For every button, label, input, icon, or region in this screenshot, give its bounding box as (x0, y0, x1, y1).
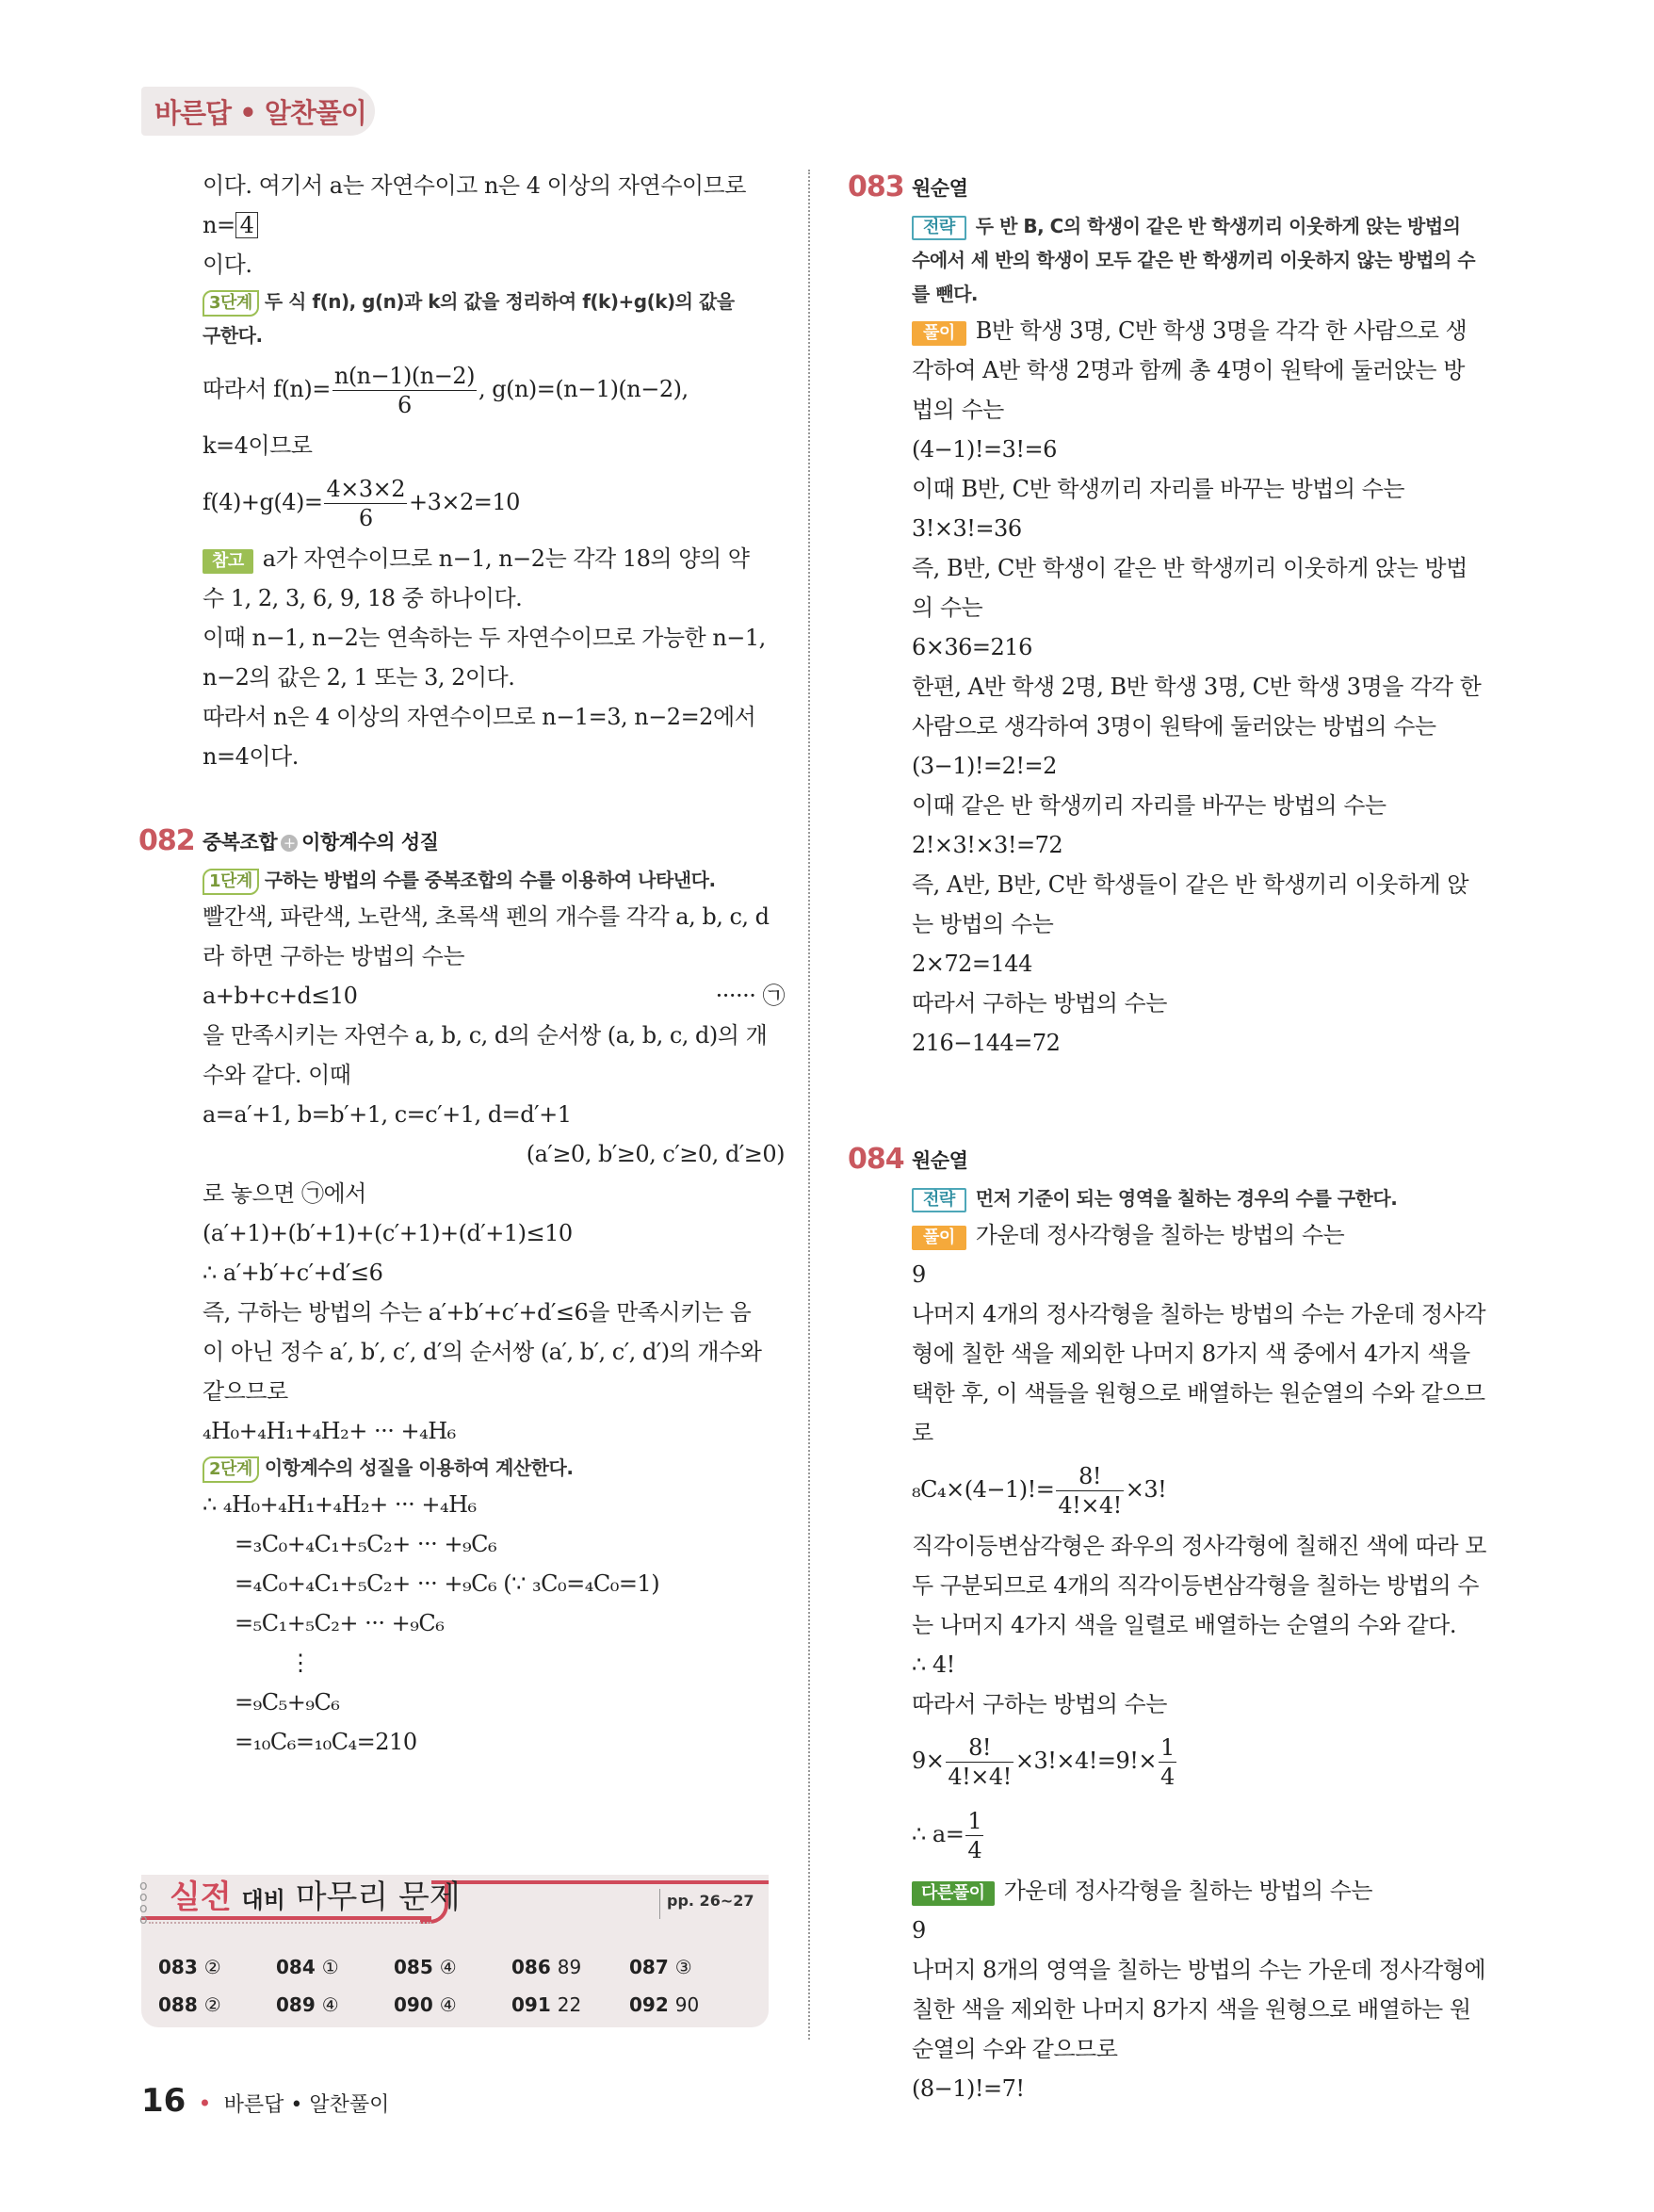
text-line: 3!×3!=36 (912, 515, 1022, 542)
fraction-den: 4!×4! (1058, 1492, 1122, 1519)
text-line: (3−1)!=2!=2 (912, 753, 1057, 779)
text-line: (a′+1)+(b′+1)+(c′+1)+(d′+1)≤10 (203, 1220, 573, 1246)
text-line: 칠한 색을 제외한 나머지 8가지 색을 원형으로 배열하는 원 (912, 1996, 1471, 2023)
text-line: =₅C₁+₅C₂+ ··· +₉C₆ (235, 1610, 445, 1636)
spacer (203, 776, 785, 820)
text-line (912, 1215, 1496, 1255)
panel-rule (431, 1880, 769, 1884)
fraction-den: 4!×4! (948, 1764, 1012, 1790)
answer-number: 092 (629, 1993, 675, 2016)
text-line: ∴ a′+b′+c′+d′≤6 (203, 1260, 383, 1286)
formula-line (912, 1797, 1496, 1871)
answer-value: ④ (439, 1956, 457, 1978)
formula-post: , g(n)=(n−1)(n−2), (478, 376, 689, 402)
answer-item (276, 1956, 339, 1978)
panel-title-b: 대비 (241, 1887, 285, 1913)
step-line (203, 285, 785, 318)
spacer (912, 1063, 1496, 1138)
text-line: 216−144=72 (912, 1030, 1061, 1056)
strategy-tag: 전략 (912, 216, 966, 240)
note-text: a가 자연수이므로 n−1, n−2는 각각 18의 양의 약 (262, 545, 750, 572)
strategy-text: 두 반 B, C의 학생이 같은 반 학생끼리 이웃하게 앉는 방법의 (975, 215, 1461, 237)
text-line: 나머지 4개의 정사각형을 칠하는 방법의 수는 가운데 정사각 (912, 1301, 1486, 1327)
answer-number: 090 (394, 1993, 440, 2016)
header-banner (141, 87, 375, 136)
panel-dotted-rule (149, 1922, 431, 1924)
fraction (965, 1807, 983, 1864)
step-line (203, 863, 785, 897)
answer-item (511, 1956, 581, 1978)
text-line: 9 (912, 1261, 926, 1288)
problem-082-header (138, 820, 785, 863)
panel-title-a: 실전 (170, 1879, 232, 1916)
answer-value: ② (203, 1993, 221, 2016)
answer-item (629, 1956, 692, 1978)
answer-box: 4 (235, 212, 259, 238)
header-title-a: 바른답 (154, 97, 232, 129)
step-tag: 3단계 (203, 290, 259, 317)
answer-value: ③ (674, 1956, 692, 1978)
fraction (324, 475, 407, 532)
text-line (912, 311, 1496, 350)
answer-number: 085 (394, 1956, 440, 1978)
right-column (848, 166, 1496, 2108)
left-column (138, 166, 785, 1762)
text-line: 즉, A반, B반, C반 학생들이 같은 반 학생끼리 이웃하게 앉 (912, 871, 1469, 898)
answer-number: 088 (158, 1993, 204, 2016)
answer-number: 091 (511, 1993, 558, 2016)
text-line: =₉C₅+₉C₆ (235, 1689, 340, 1716)
fraction (332, 362, 477, 419)
answer-item (511, 1993, 581, 2016)
text-line: 즉, 구하는 방법의 수는 a′+b′+c′+d′≤6을 만족시키는 음 (203, 1299, 752, 1326)
text-line: 순열의 수와 같으므로 (912, 2036, 1118, 2062)
text-line: 6×36=216 (912, 634, 1032, 660)
header-title (154, 92, 366, 131)
answer-value: ④ (321, 1993, 339, 2016)
text-line: ∴ ₄H₀+₄H₁+₄H₂+ ··· +₄H₆ (203, 1491, 477, 1518)
text-line: 두 구분되므로 4개의 직각이등변삼각형을 칠하는 방법의 수 (912, 1572, 1479, 1599)
text-line: k=4이므로 (203, 432, 313, 459)
note-tag: 참고 (203, 549, 253, 574)
text-line: 이때 n−1, n−2는 연속하는 두 자연수이므로 가능한 n−1, (203, 625, 766, 651)
text-line: 9 (912, 1917, 926, 1944)
inequality: a+b+c+d≤10 (203, 983, 358, 1009)
answer-item (158, 1993, 221, 2016)
text-line: 2×72=144 (912, 951, 1032, 977)
formula-pre: f(4)+g(4)= (203, 489, 323, 515)
step-text: 구하는 방법의 수를 중복조합의 수를 이용하여 나타낸다. (264, 869, 716, 891)
text-line: 따라서 구하는 방법의 수는 (912, 990, 1167, 1017)
fraction-num: n(n−1)(n−2) (333, 363, 475, 389)
text-line: 이때 B반, C반 학생끼리 자리를 바꾸는 방법의 수는 (912, 476, 1405, 502)
step-text: 이항계수의 성질을 이용하여 계산한다. (264, 1456, 574, 1479)
solution-tag: 풀이 (912, 1226, 966, 1250)
problem-number: 084 (848, 1143, 904, 1176)
panel-title-c: 마무리 문제 (295, 1879, 461, 1916)
answer-item (629, 1993, 699, 2016)
formula-line (912, 1453, 1496, 1526)
page-number: 16 (141, 2082, 186, 2120)
fraction-den: 6 (358, 505, 373, 531)
text-line: 법의 수는 (912, 397, 1004, 423)
header-title-dot: • (239, 97, 256, 129)
formula-pre: ₈C₄×(4−1)!= (912, 1476, 1055, 1503)
text-line: 각하여 A반 학생 2명과 함께 총 4명이 원탁에 둘러앉는 방 (912, 357, 1465, 383)
problem-title: 이항계수의 성질 (301, 831, 439, 854)
text-line: 택한 후, 이 색들을 원형으로 배열하는 원순열의 수와 같으므 (912, 1380, 1485, 1407)
text-line: (a′≥0, b′≥0, c′≥0, d′≥0) (526, 1141, 785, 1167)
text-line: (8−1)!=7! (912, 2075, 1025, 2102)
column-separator (808, 170, 810, 2040)
text-line: 한편, A반 학생 2명, B반 학생 3명, C반 학생 3명을 각각 한 (912, 674, 1482, 700)
answer-number: 089 (276, 1993, 322, 2016)
alt-solution-tag: 다른풀이 (912, 1881, 995, 1906)
fraction-den: 4 (1160, 1764, 1175, 1790)
fraction-num: 1 (967, 1808, 982, 1834)
formula-post: +3×2=10 (409, 489, 520, 515)
text-line: 이다. (203, 252, 252, 278)
text-line: 같으므로 (203, 1378, 288, 1405)
answer-value: 89 (557, 1956, 582, 1978)
solution-text: B반 학생 3명, C반 학생 3명을 각각 한 사람으로 생 (975, 317, 1468, 344)
text-line: =₄C₀+₄C₁+₅C₂+ ··· +₉C₆ (∵ ₃C₀=₄C₀=1) (235, 1570, 660, 1597)
formula-line (912, 1724, 1496, 1797)
fraction (1159, 1733, 1176, 1791)
text-line: (4−1)!=3!=6 (912, 436, 1057, 463)
text-line: ₄H₀+₄H₁+₄H₂+ ··· +₄H₆ (203, 1418, 456, 1444)
text-line (203, 539, 785, 578)
text-line: a=a′+1, b=b′+1, c=c′+1, d=d′+1 (203, 1101, 572, 1128)
answer-value: ① (321, 1956, 339, 1978)
answer-item (394, 1956, 457, 1978)
step-line: 구한다. (203, 324, 263, 347)
text-line: 수 1, 2, 3, 6, 9, 18 중 하나이다. (203, 585, 523, 611)
step-text: 두 식 f(n), g(n)과 k의 값을 정리하여 f(k)+g(k)의 값을 (264, 290, 735, 313)
problem-083-header (848, 166, 1496, 209)
text-line: n=4이다. (203, 743, 299, 770)
n-equals: n= (203, 212, 235, 238)
text-line: 나머지 8개의 영역을 칠하는 방법의 수는 가운데 정사각형에 (912, 1957, 1486, 1983)
text-line: 을 만족시키는 자연수 a, b, c, d의 순서쌍 (a, b, c, d)의 개 (203, 1022, 768, 1049)
problem-title: 원순열 (912, 1149, 968, 1172)
text-line: 로 (912, 1420, 933, 1446)
fraction (946, 1733, 1013, 1791)
text-line: 는 나머지 4가지 색을 일렬로 배열하는 순열의 수와 같다. (912, 1612, 1456, 1638)
problem-number: 082 (138, 824, 195, 857)
formula-line (203, 465, 785, 539)
footer-dot: • (198, 2090, 212, 2117)
formula-post: ×3! (1125, 1476, 1167, 1503)
answer-value: ② (203, 1956, 221, 1978)
text-line: ∴ 4! (912, 1651, 955, 1678)
step-line (203, 1451, 785, 1485)
alt-solution-text: 가운데 정사각형을 칠하는 방법의 수는 (1003, 1878, 1373, 1904)
fraction-den: 6 (397, 392, 412, 418)
solution-tag: 풀이 (912, 321, 966, 346)
strategy-text: 먼저 기준이 되는 영역을 칠하는 경우의 수를 구한다. (975, 1187, 1398, 1210)
text-line: 2!×3!×3!=72 (912, 832, 1063, 858)
problem-number: 083 (848, 171, 904, 203)
text-line: n−2의 값은 2, 1 또는 3, 2이다. (203, 664, 515, 691)
text-line: 라 하면 구하는 방법의 수는 (203, 943, 465, 969)
ring-binder-icon: o o o o (139, 1879, 148, 1927)
problem-title: 중복조합 (203, 831, 278, 854)
strategy-line (912, 1181, 1496, 1215)
formula-pre: ∴ a= (912, 1821, 965, 1847)
panel-divider (659, 1889, 660, 1919)
strategy-line: 를 뺀다. (912, 283, 979, 305)
text-line (203, 205, 785, 245)
fraction-num: 8! (946, 1733, 1013, 1763)
header-title-b: 알찬풀이 (264, 97, 366, 129)
text-line: 직각이등변삼각형은 좌우의 정사각형에 칠해진 색에 따라 모 (912, 1533, 1486, 1559)
text-line (912, 1871, 1496, 1911)
panel-title (170, 1871, 461, 1917)
text-line (203, 976, 785, 1016)
step-tag: 2단계 (203, 1456, 259, 1483)
answer-number: 084 (276, 1956, 322, 1978)
text-line: 의 수는 (912, 594, 983, 621)
text-line: 수와 같다. 이때 (203, 1062, 351, 1088)
formula-line (203, 352, 785, 426)
answer-item (276, 1993, 339, 2016)
fraction (1056, 1462, 1123, 1520)
text-line: 이 아닌 정수 a′, b′, c′, d′의 순서쌍 (a′, b′, c′, d′)의 개수와 (203, 1339, 762, 1365)
footer (141, 2082, 389, 2120)
text-line: 빨간색, 파란색, 노란색, 초록색 펜의 개수를 각각 a, b, c, d (203, 903, 770, 930)
fraction-num: 4×3×2 (326, 476, 405, 502)
formula-mid: ×3!×4!=9!× (1014, 1748, 1158, 1774)
text-line: 형에 칠한 색을 제외한 나머지 8가지 색 중에서 4가지 색을 (912, 1341, 1470, 1367)
answer-item (158, 1956, 221, 1978)
text-line: 사람으로 생각하여 3명이 원탁에 둘러앉는 방법의 수는 (912, 713, 1436, 740)
answer-value: 90 (674, 1993, 700, 2016)
answer-number: 086 (511, 1956, 558, 1978)
formula-pre: 따라서 f(n)= (203, 376, 331, 402)
strategy-line (912, 209, 1496, 243)
solution-text: 가운데 정사각형을 칠하는 방법의 수는 (975, 1222, 1345, 1248)
text-line: 즉, B반, C반 학생이 같은 반 학생끼리 이웃하게 앉는 방법 (912, 555, 1468, 581)
text-line: 따라서 구하는 방법의 수는 (912, 1691, 1167, 1717)
plus-icon: + (281, 835, 298, 852)
answer-value: 22 (557, 1993, 582, 2016)
answer-item (394, 1993, 457, 2016)
strategy-tag: 전략 (912, 1188, 966, 1212)
fraction-num: 1 (1160, 1734, 1175, 1761)
fraction-num: 8! (1056, 1462, 1123, 1491)
answer-value: ④ (439, 1993, 457, 2016)
problem-title: 원순열 (912, 177, 968, 200)
text-line: 는 방법의 수는 (912, 911, 1054, 937)
problem-084-header (848, 1138, 1496, 1181)
footer-title: 바른답 • 알찬풀이 (223, 2093, 390, 2117)
text-line: 로 놓으면 ㉠에서 (203, 1180, 366, 1207)
text-line: =₁₀C₆=₁₀C₄=210 (235, 1729, 417, 1755)
text-line: 이때 같은 반 학생끼리 자리를 바꾸는 방법의 수는 (912, 792, 1386, 819)
strategy-line: 수에서 세 반의 학생이 모두 같은 반 학생끼리 이웃하지 않는 방법의 수 (912, 249, 1476, 271)
answer-number: 087 (629, 1956, 675, 1978)
equation-mark: ······ ㉠ (715, 983, 785, 1009)
answer-number: 083 (158, 1956, 204, 1978)
formula-pre: 9× (912, 1748, 945, 1774)
text-line: ⋮ (289, 1650, 312, 1676)
fraction-den: 4 (967, 1837, 982, 1863)
text-line: =₃C₀+₄C₁+₅C₂+ ··· +₉C₆ (235, 1531, 497, 1557)
panel-pages: pp. 26~27 (667, 1892, 754, 1910)
text-line: 이다. 여기서 a는 자연수이고 n은 4 이상의 자연수이므로 (203, 172, 746, 199)
text-line: 따라서 n은 4 이상의 자연수이므로 n−1=3, n−2=2에서 (203, 704, 756, 730)
step-tag: 1단계 (203, 869, 259, 895)
